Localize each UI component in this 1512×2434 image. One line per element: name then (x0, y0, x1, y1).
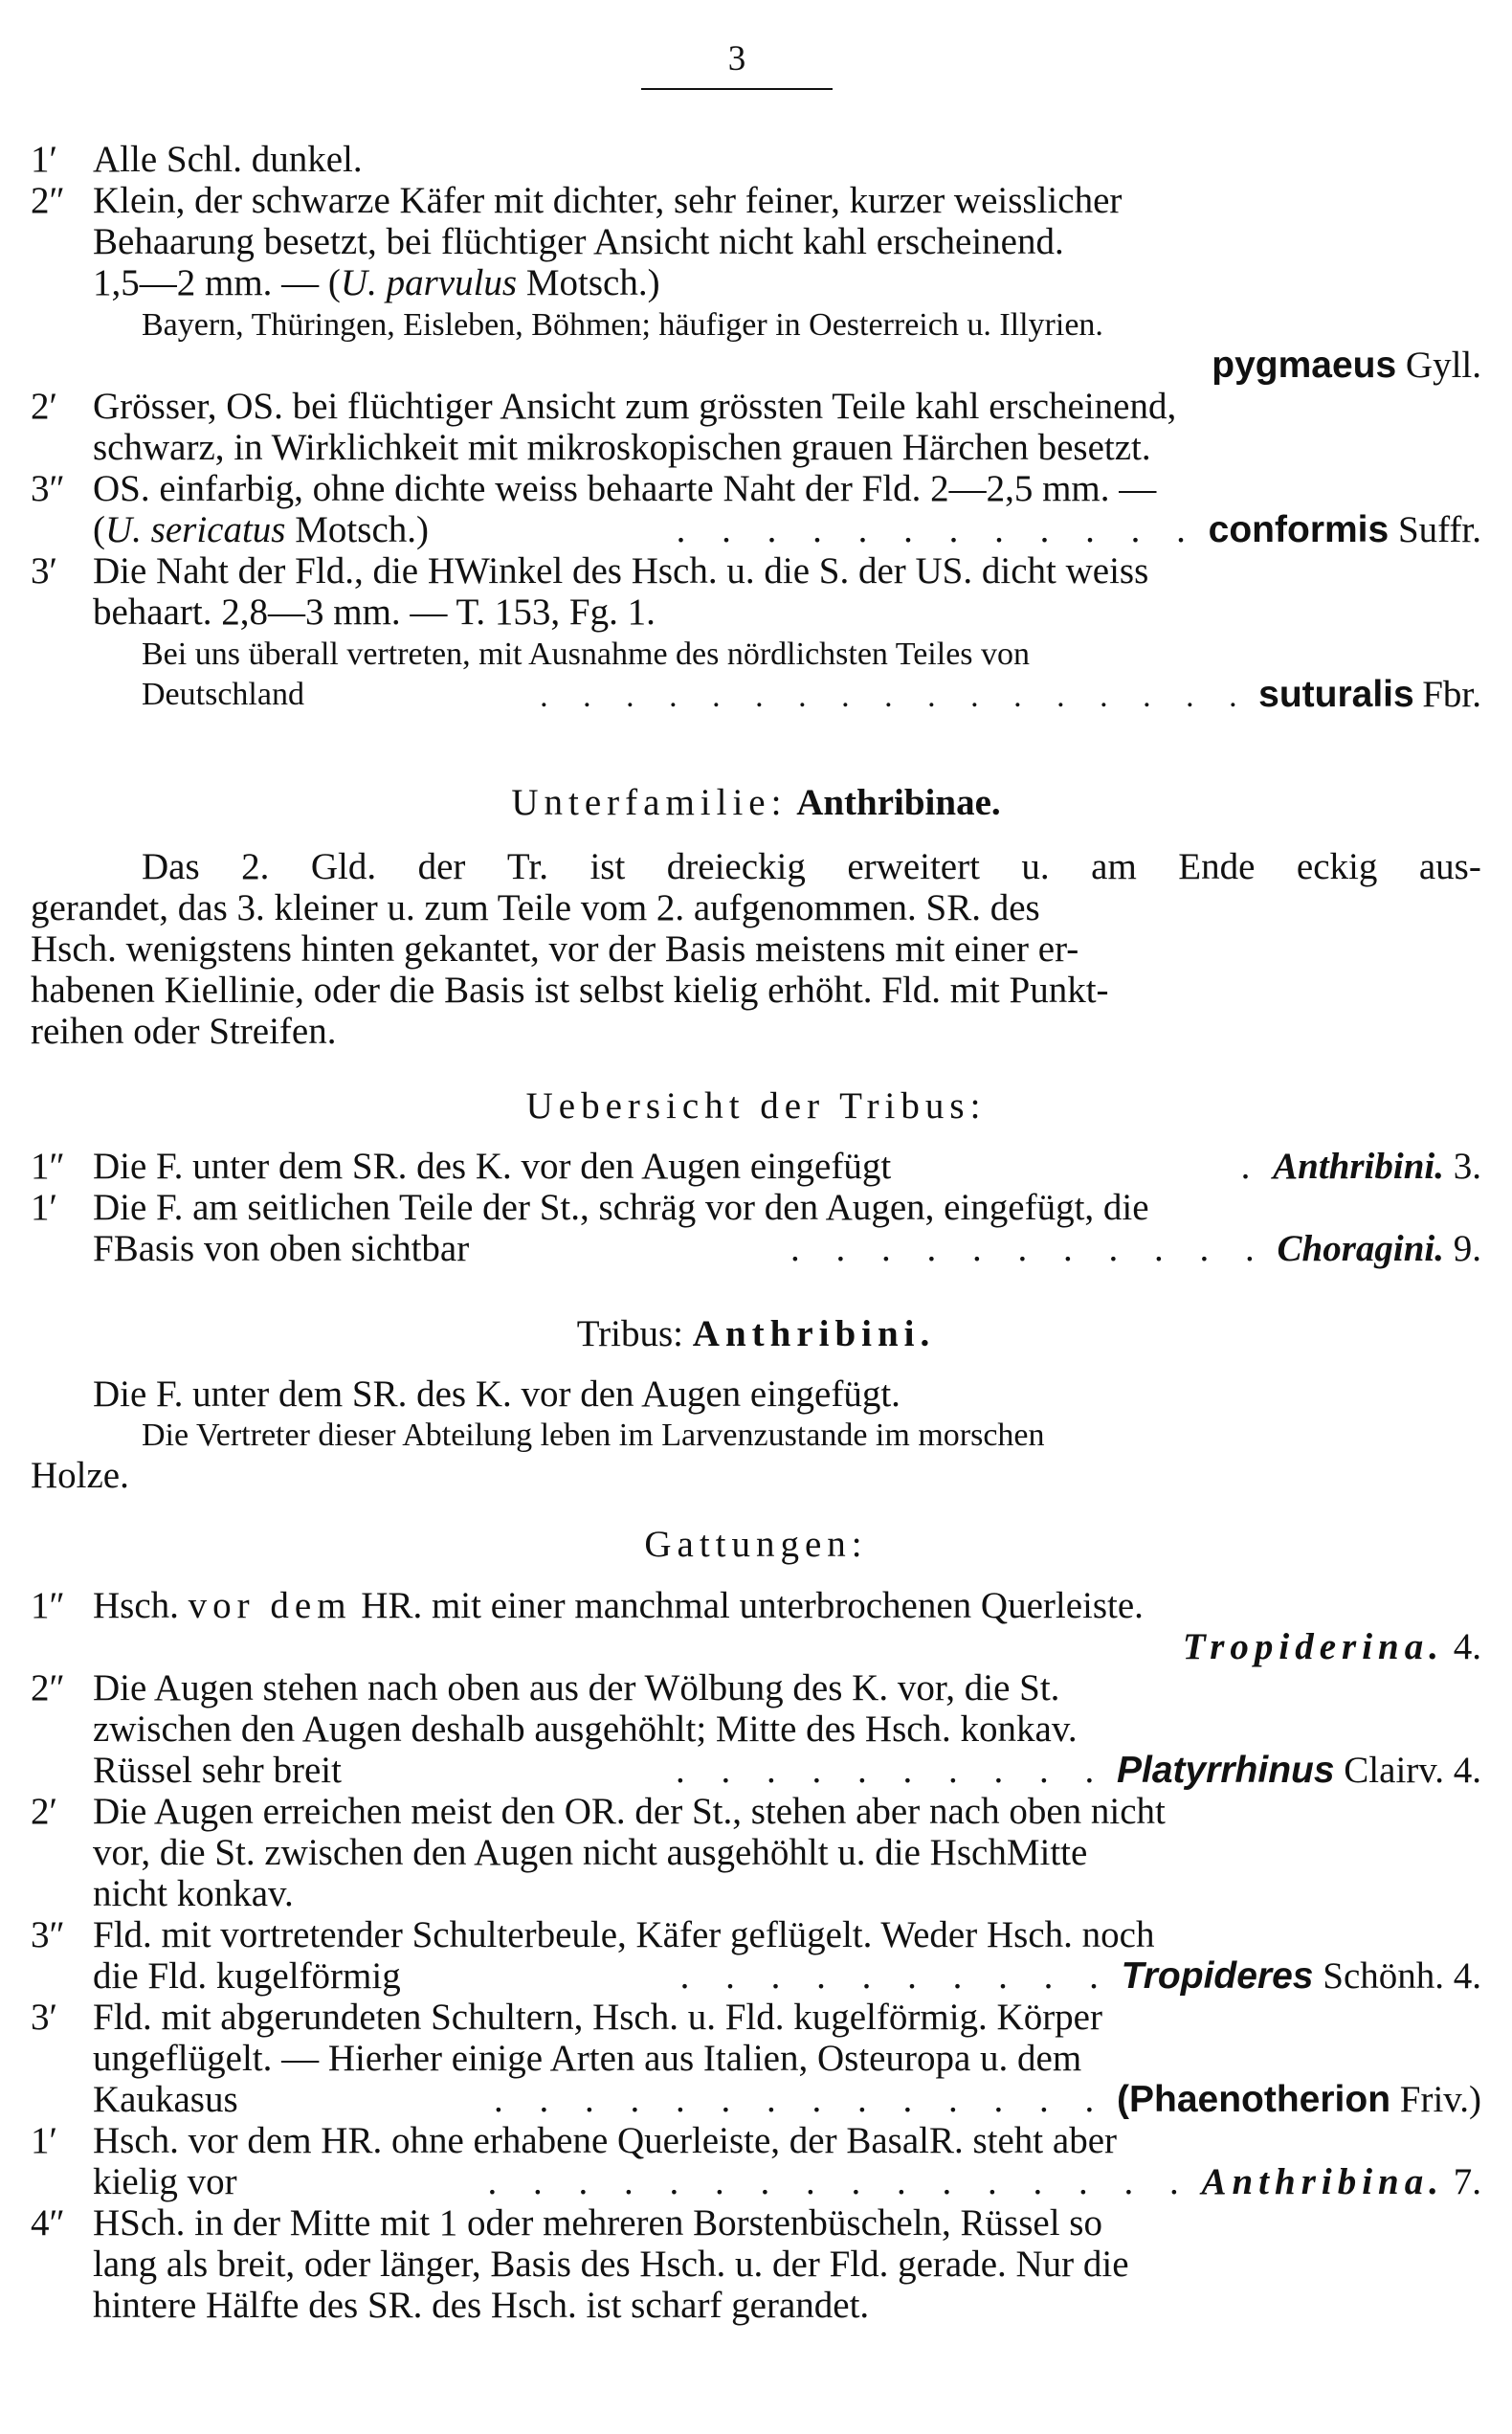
note-text: Die Vertreter dieser Abteilung leben im Larvenzustande im morschen (142, 1418, 1045, 1453)
key-number: 1″ (31, 1585, 65, 1626)
heading-name: Anthribinae. (796, 782, 1001, 823)
author-name: Clairv. (1344, 1750, 1444, 1791)
tribus-overview-heading: Uebersicht der Tribus: (525, 1085, 987, 1127)
page-ref: 3. (1453, 1146, 1481, 1187)
key-text-spaced: vor dem (188, 1585, 352, 1626)
tribus-name: Choragini. (1277, 1228, 1444, 1269)
key-text: Grösser, OS. bei flüchtiger Ansicht zum grössten Teile kahl erscheinend, (93, 386, 1177, 427)
key-text: kielig vor (93, 2161, 237, 2202)
key-text: ungeflügelt. — Hierher einige Arten aus Italien, Osteuropa u. dem (93, 2038, 1082, 2079)
key-number: 1″ (31, 1146, 65, 1187)
key-number: 3″ (31, 1914, 65, 1955)
paragraph-text: Hsch. wenigstens hinten gekantet, vor der Basis meistens mit einer er- (31, 928, 1079, 970)
heading-prefix: Unterfamilie: (511, 782, 788, 823)
genus-name: Tropideres (1121, 1955, 1314, 1997)
synonym-name: U. parvulus (340, 262, 518, 303)
author-name: Suffr. (1397, 509, 1481, 550)
key-number: 3″ (31, 468, 65, 509)
page-ref: 4. (1453, 1750, 1481, 1791)
key-number: 2″ (31, 180, 65, 221)
key-text: Kaukasus (93, 2079, 238, 2120)
key-number: 1′ (31, 2120, 58, 2161)
key-number: 2′ (31, 386, 58, 427)
tribus-heading (0, 1311, 1512, 1357)
key-number: 3′ (31, 1997, 58, 2038)
species-name: conformis (1208, 509, 1390, 550)
page-ref: 7. (1453, 2161, 1481, 2202)
key-text: die Fld. kugelförmig (93, 1955, 401, 1997)
key-text: Hsch. vor dem HR. ohne erhabene Querleiste, der BasalR. steht aber (93, 2120, 1117, 2161)
heading-prefix: Tribus: (576, 1313, 684, 1354)
page-ref: 4. (1453, 1626, 1481, 1667)
leader-dots: . . . . . . . . . . . . . . . . . (540, 679, 1251, 714)
key-text: hintere Hälfte des SR. des Hsch. ist scharf gerandet. (93, 2285, 870, 2326)
key-text: Klein, der schwarze Käfer mit dichter, sehr feiner, kurzer weisslicher (93, 180, 1123, 221)
key-text: Die Augen erreichen meist den OR. der St., stehen aber nach oben nicht (93, 1791, 1166, 1832)
key-number: 1′ (31, 1187, 58, 1228)
distribution-text: Deutschland (142, 677, 304, 712)
genus-name: Tropiderina. (1182, 1626, 1444, 1667)
key-text: Die Augen stehen nach oben aus der Wölbung des K. vor, die St. (93, 1667, 1060, 1708)
leader-dots: . . . . . . . . . . (675, 1750, 1108, 1791)
genera-heading: Gattungen: (644, 1524, 868, 1565)
key-number: 3′ (31, 550, 58, 592)
author-name: Gyll. (1405, 345, 1481, 386)
key-text: 1,5—2 mm. — ( (93, 262, 341, 303)
key-text: Die F. am seitlichen Teile der St., schräg vor den Augen, eingefügt, die (93, 1187, 1149, 1228)
key-text: Alle Schl. dunkel. (93, 139, 363, 180)
key-text: Die F. unter dem SR. des K. vor den Augen eingefügt (93, 1146, 892, 1187)
key-text: Fld. mit abgerundeten Schultern, Hsch. u. Fld. kugelförmig. Körper (93, 1997, 1102, 2038)
author-name: Fbr. (1422, 674, 1481, 715)
leader-dots: . . . . . . . . . . . . . . . . (487, 2161, 1192, 2202)
paragraph-text: Das 2. Gld. der Tr. ist dreieckig erweitert u. am Ende eckig aus- (142, 846, 1481, 887)
key-text: HSch. in der Mitte mit 1 oder mehreren Borstenbüscheln, Rüssel so (93, 2202, 1102, 2244)
key-text: FBasis von oben sichtbar (93, 1228, 470, 1269)
paragraph-text: reihen oder Streifen. (31, 1011, 337, 1052)
leader-dots: . . . . . . . . . . . (790, 1228, 1268, 1269)
species-name: suturalis (1258, 674, 1414, 715)
paragraph-text: Die F. unter dem SR. des K. vor den Augen eingefügt. (93, 1373, 901, 1415)
key-number: 2″ (31, 1667, 65, 1708)
key-text: lang als breit, oder länger, Basis des Hsch. u. der Fld. gerade. Nur die (93, 2244, 1129, 2285)
key-text: nicht konkav. (93, 1873, 294, 1914)
key-number: 1′ (31, 139, 58, 180)
paragraph-text: gerandet, das 3. kleiner u. zum Teile vom 2. aufgenommen. SR. des (31, 887, 1040, 928)
species-name: pygmaeus (1212, 345, 1397, 386)
key-text: Motsch.) (285, 509, 429, 550)
paragraph-text: habenen Kiellinie, oder die Basis ist selbst kielig erhöht. Fld. mit Punkt- (31, 970, 1109, 1011)
key-text: HR. mit einer manchmal unterbrochenen Querleiste. (351, 1585, 1144, 1626)
key-text: vor, die St. zwischen den Augen nicht ausgehöhlt u. die HschMitte (93, 1832, 1088, 1873)
key-number: 2′ (31, 1791, 58, 1832)
key-text: Behaarung besetzt, bei flüchtiger Ansicht nicht kahl erscheinend. (93, 221, 1064, 262)
page-number: 3 (727, 39, 746, 78)
genus-name: Platyrrhinus (1116, 1750, 1335, 1791)
key-text: ( (93, 509, 105, 550)
page-ref: 4. (1453, 1955, 1481, 1997)
key-text: behaart. 2,8—3 mm. — T. 153, Fg. 1. (93, 592, 656, 633)
heading-name: Anthribini. (692, 1313, 936, 1354)
page-number-rule (641, 88, 833, 90)
key-text: Rüssel sehr breit (93, 1750, 342, 1791)
leader-dots: . (1240, 1146, 1264, 1187)
distribution-text: Bei uns überall vertreten, mit Ausnahme des nördlichsten Teiles von (142, 636, 1031, 672)
page-ref: 9. (1453, 1228, 1481, 1269)
key-text: Hsch. (93, 1585, 189, 1626)
key-text: Motsch.) (517, 262, 660, 303)
leader-dots: . . . . . . . . . . . . (676, 509, 1199, 550)
genus-name: (Phaenotherion (1117, 2079, 1391, 2120)
distribution-text: Bayern, Thüringen, Eisleben, Böhmen; häufiger in Oesterreich u. Illyrien. (142, 307, 1103, 343)
genus-name: Anthribina. (1201, 2161, 1444, 2202)
key-text: schwarz, in Wirklichkeit mit mikroskopischen grauen Härchen besetzt. (93, 427, 1151, 468)
key-text: Fld. mit vortretender Schulterbeule, Käfer geflügelt. Weder Hsch. noch (93, 1914, 1155, 1955)
subfamily-heading (0, 780, 1512, 826)
synonym-name: U. sericatus (105, 509, 286, 550)
key-text: Die Naht der Fld., die HWinkel des Hsch. u. die S. der US. dicht weiss (93, 550, 1149, 592)
tribus-name: Anthribini. (1273, 1146, 1444, 1187)
key-number: 4″ (31, 2202, 65, 2244)
leader-dots: . . . . . . . . . . . . . . (494, 2079, 1108, 2120)
author-name: Friv.) (1399, 2079, 1481, 2120)
leader-dots: . . . . . . . . . . (679, 1955, 1112, 1997)
key-text: OS. einfarbig, ohne dichte weiss behaarte Naht der Fld. 2—2,5 mm. — (93, 468, 1157, 509)
key-text: zwischen den Augen deshalb ausgehöhlt; Mitte des Hsch. konkav. (93, 1708, 1078, 1750)
note-text: Holze. (31, 1455, 129, 1496)
author-name: Schönh. (1323, 1955, 1444, 1997)
